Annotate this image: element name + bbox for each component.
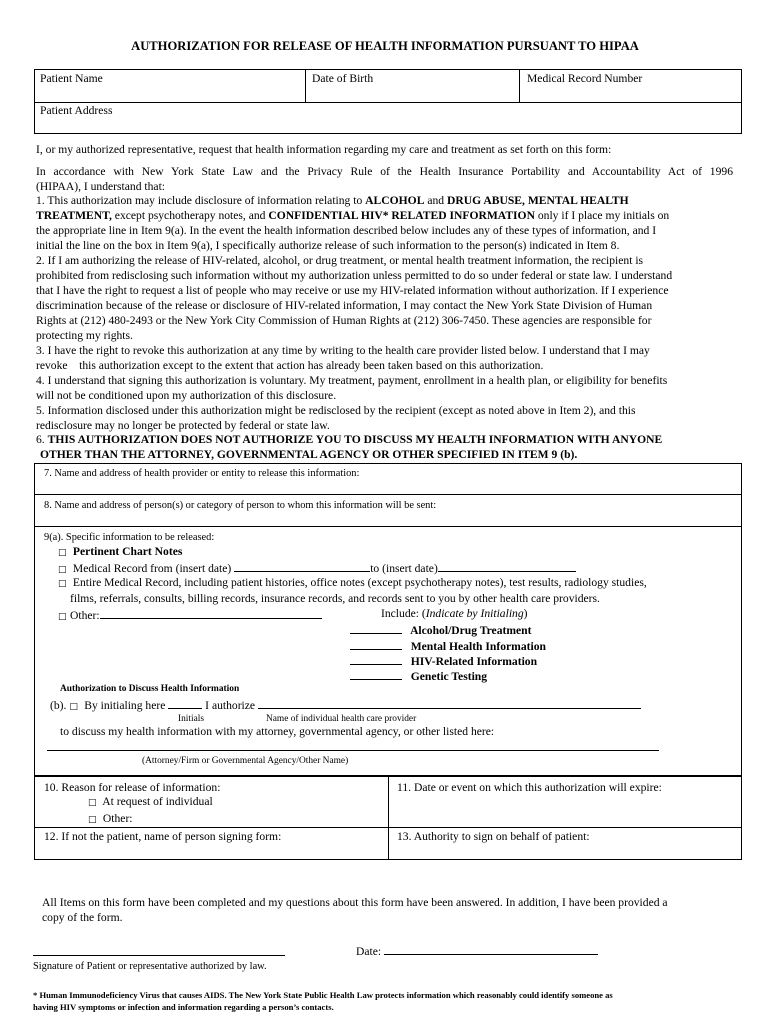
to-date-line[interactable] [438, 560, 576, 572]
checkbox-icon[interactable]: □ [58, 612, 67, 622]
item-9b-line[interactable]: (b). □ By initialing here I authorize [50, 697, 641, 714]
initials-line[interactable] [168, 697, 202, 709]
item-10-label: 10. Reason for release of information: [44, 781, 221, 794]
item-6-line-2: OTHER THAN THE ATTORNEY, GOVERNMENTAL AGENCY OR OTHER SPECIFIED IN ITEM 9 (b). [40, 448, 578, 461]
accordance-line-2: (HIPAA), I understand that: [36, 180, 166, 193]
checkbox-icon[interactable]: □ [58, 548, 67, 558]
checkbox-icon[interactable]: □ [88, 798, 97, 808]
initials-caption: Initials [178, 714, 205, 724]
item-7-field[interactable] [44, 467, 734, 491]
medical-record-number-label: Medical Record Number [527, 72, 643, 85]
item-5-line-2: redisclosure may no longer be protected by federal or state law. [36, 419, 330, 432]
from-date-line[interactable] [234, 560, 370, 572]
discuss-health-info-heading: Authorization to Discuss Health Information [60, 684, 240, 694]
date-line[interactable] [384, 943, 598, 955]
item-12-label: 12. If not the patient, name of person signing form: [44, 830, 282, 843]
item-4-line-2: will not be conditioned upon my authorization of this disclosure. [36, 389, 337, 402]
item-1-line-1: 1. This authorization may include disclosure of information relating to ALCOHOL and DRUG ABUSE, MENTAL HEALTH [36, 194, 629, 207]
item-9a-heading: 9(a). Specific information to be released: [44, 532, 215, 543]
entire-medical-record-line-2: films, referrals, consults, billing records, insurance records, and records sent to you by other health care providers. [70, 592, 600, 605]
patient-address-label: Patient Address [40, 104, 113, 117]
item-5-line-1: 5. Information disclosed under this authorization might be redisclosed by the recipient (except as noted above in Item 2), and this [36, 404, 636, 417]
entire-medical-record-option[interactable]: □ Entire Medical Record, including patient histories, office notes (except psychotherapy notes), test results, radiology studies, [58, 576, 647, 589]
initial-alcohol-drug[interactable]: Alcohol/Drug Treatment [350, 622, 531, 638]
date-label: Date: [356, 945, 385, 958]
checkbox-icon[interactable]: □ [69, 702, 78, 712]
form-title: AUTHORIZATION FOR RELEASE OF HEALTH INFORMATION PURSUANT TO HIPAA [131, 39, 639, 53]
closing-line-1: All Items on this form have been completed and my questions about this form have been answered. In addition, I have been provided a [42, 896, 668, 909]
other-option[interactable]: □ Other: [58, 607, 322, 624]
date-of-birth-label: Date of Birth [312, 72, 374, 85]
patient-name-field[interactable] [40, 72, 300, 98]
discuss-line: to discuss my health information with my attorney, governmental agency, or other listed here: [60, 725, 495, 738]
attorney-caption: (Attorney/Firm or Governmental Agency/Other Name) [142, 756, 349, 766]
signature-caption: Signature of Patient or representative authorized by law. [33, 961, 267, 972]
intro-text: I, or my authorized representative, request that health information regarding my care and treatment as set forth on this form: [36, 143, 612, 156]
item-2-line-1: 2. If I am authorizing the release of HIV-related, alcohol, or drug treatment, or mental health treatment information, the recipient is [36, 254, 644, 267]
provider-name-caption: Name of individual health care provider [266, 714, 417, 724]
item-6-line-1: 6. THIS AUTHORIZATION DOES NOT AUTHORIZE YOU TO DISCUSS MY HEALTH INFORMATION WITH ANYONE [36, 433, 663, 446]
footnote-line-1: * Human Immunodeficiency Virus that causes AIDS. The New York State Public Health Law protects information which reasonably could identify someone as [33, 990, 613, 1000]
item-11-label: 11. Date or event on which this authorization will expire: [397, 781, 662, 794]
other-reason-option[interactable]: □ Other: [88, 812, 133, 825]
item-2-line-2: prohibited from redisclosing such information without my authorization unless permitted to do so under federal or state law. I understand [36, 269, 673, 282]
date-field[interactable] [356, 943, 598, 959]
item-3-line-1: 3. I have the right to revoke this authorization at any time by writing to the health care provider listed below. I understand that I may [36, 344, 650, 357]
closing-line-2: copy of the form. [42, 911, 123, 924]
item-1-line-3: the appropriate line in Item 9(a). In the event the health information described below includes any of these types of information, and I [36, 224, 657, 237]
footnote-line-2: having HIV symptoms or infection and information regarding a person’s contacts. [33, 1002, 334, 1012]
patient-name-label: Patient Name [40, 72, 103, 85]
checkbox-icon[interactable]: □ [58, 565, 67, 575]
item-10-field[interactable] [44, 781, 384, 827]
item-8-field[interactable] [44, 499, 734, 523]
item-4-line-1: 4. I understand that signing this authorization is voluntary. My treatment, payment, enrollment in a health plan, or eligibility for benefits [36, 374, 668, 387]
include-label: Include: (Indicate by Initialing) [381, 607, 528, 620]
item-8-label: 8. Name and address of person(s) or category of person to whom this information will be sent: [44, 500, 437, 511]
item-2-line-4: discrimination because of the release or disclosure of HIV-related information, I may contact the New York State Division of Human [36, 299, 653, 312]
initial-mental-health[interactable]: Mental Health Information [350, 638, 546, 654]
item-2-line-6: protecting my rights. [36, 329, 133, 342]
item-1-line-4: initial the line on the box in Item 9(a), I specifically authorize release of such information to the person(s) indicated in Item 8. [36, 239, 620, 252]
item-13-field[interactable] [397, 830, 737, 856]
signature-line[interactable] [33, 955, 285, 956]
pertinent-chart-notes-option[interactable]: □ Pertinent Chart Notes [58, 545, 183, 558]
attorney-name-line[interactable] [47, 750, 659, 751]
at-request-option[interactable]: □ At request of individual [88, 795, 213, 808]
item-11-field[interactable] [397, 781, 737, 795]
date-of-birth-field[interactable] [312, 72, 512, 98]
item-2-line-5: Rights at (212) 480-2493 or the New York City Commission of Human Rights at (212) 306-7450. These agencies are responsible for [36, 314, 652, 327]
item-1-line-2: TREATMENT, except psychotherapy notes, and CONFIDENTIAL HIV* RELATED INFORMATION only if I place my initials on [36, 209, 670, 222]
medical-record-number-field[interactable] [527, 72, 737, 98]
initial-genetic-testing[interactable]: Genetic Testing [350, 668, 487, 684]
checkbox-icon[interactable]: □ [58, 579, 67, 589]
initial-hiv-related[interactable]: HIV-Related Information [350, 653, 537, 669]
checkbox-icon[interactable]: □ [88, 815, 97, 825]
item-13-label: 13. Authority to sign on behalf of patient: [397, 830, 590, 843]
medical-record-option[interactable]: □ Medical Record from (insert date) to (insert date) [58, 560, 576, 577]
patient-address-field[interactable] [40, 104, 735, 130]
item-7-label: 7. Name and address of health provider or entity to release this information: [44, 468, 360, 479]
item-2-line-3: that I have the right to request a list of people who may receive or use my HIV-related information without authorization. If I experience [36, 284, 669, 297]
accordance-line-1: In accordance with New York State Law and the Privacy Rule of the Health Insurance Portability and Accountability Act of 1996 [36, 165, 733, 178]
other-line[interactable] [100, 607, 322, 619]
provider-name-line[interactable] [258, 697, 641, 709]
item-12-field[interactable] [44, 830, 384, 856]
item-3-line-2: revoke this authorization except to the extent that action has already been taken based on this authorization. [36, 359, 544, 372]
